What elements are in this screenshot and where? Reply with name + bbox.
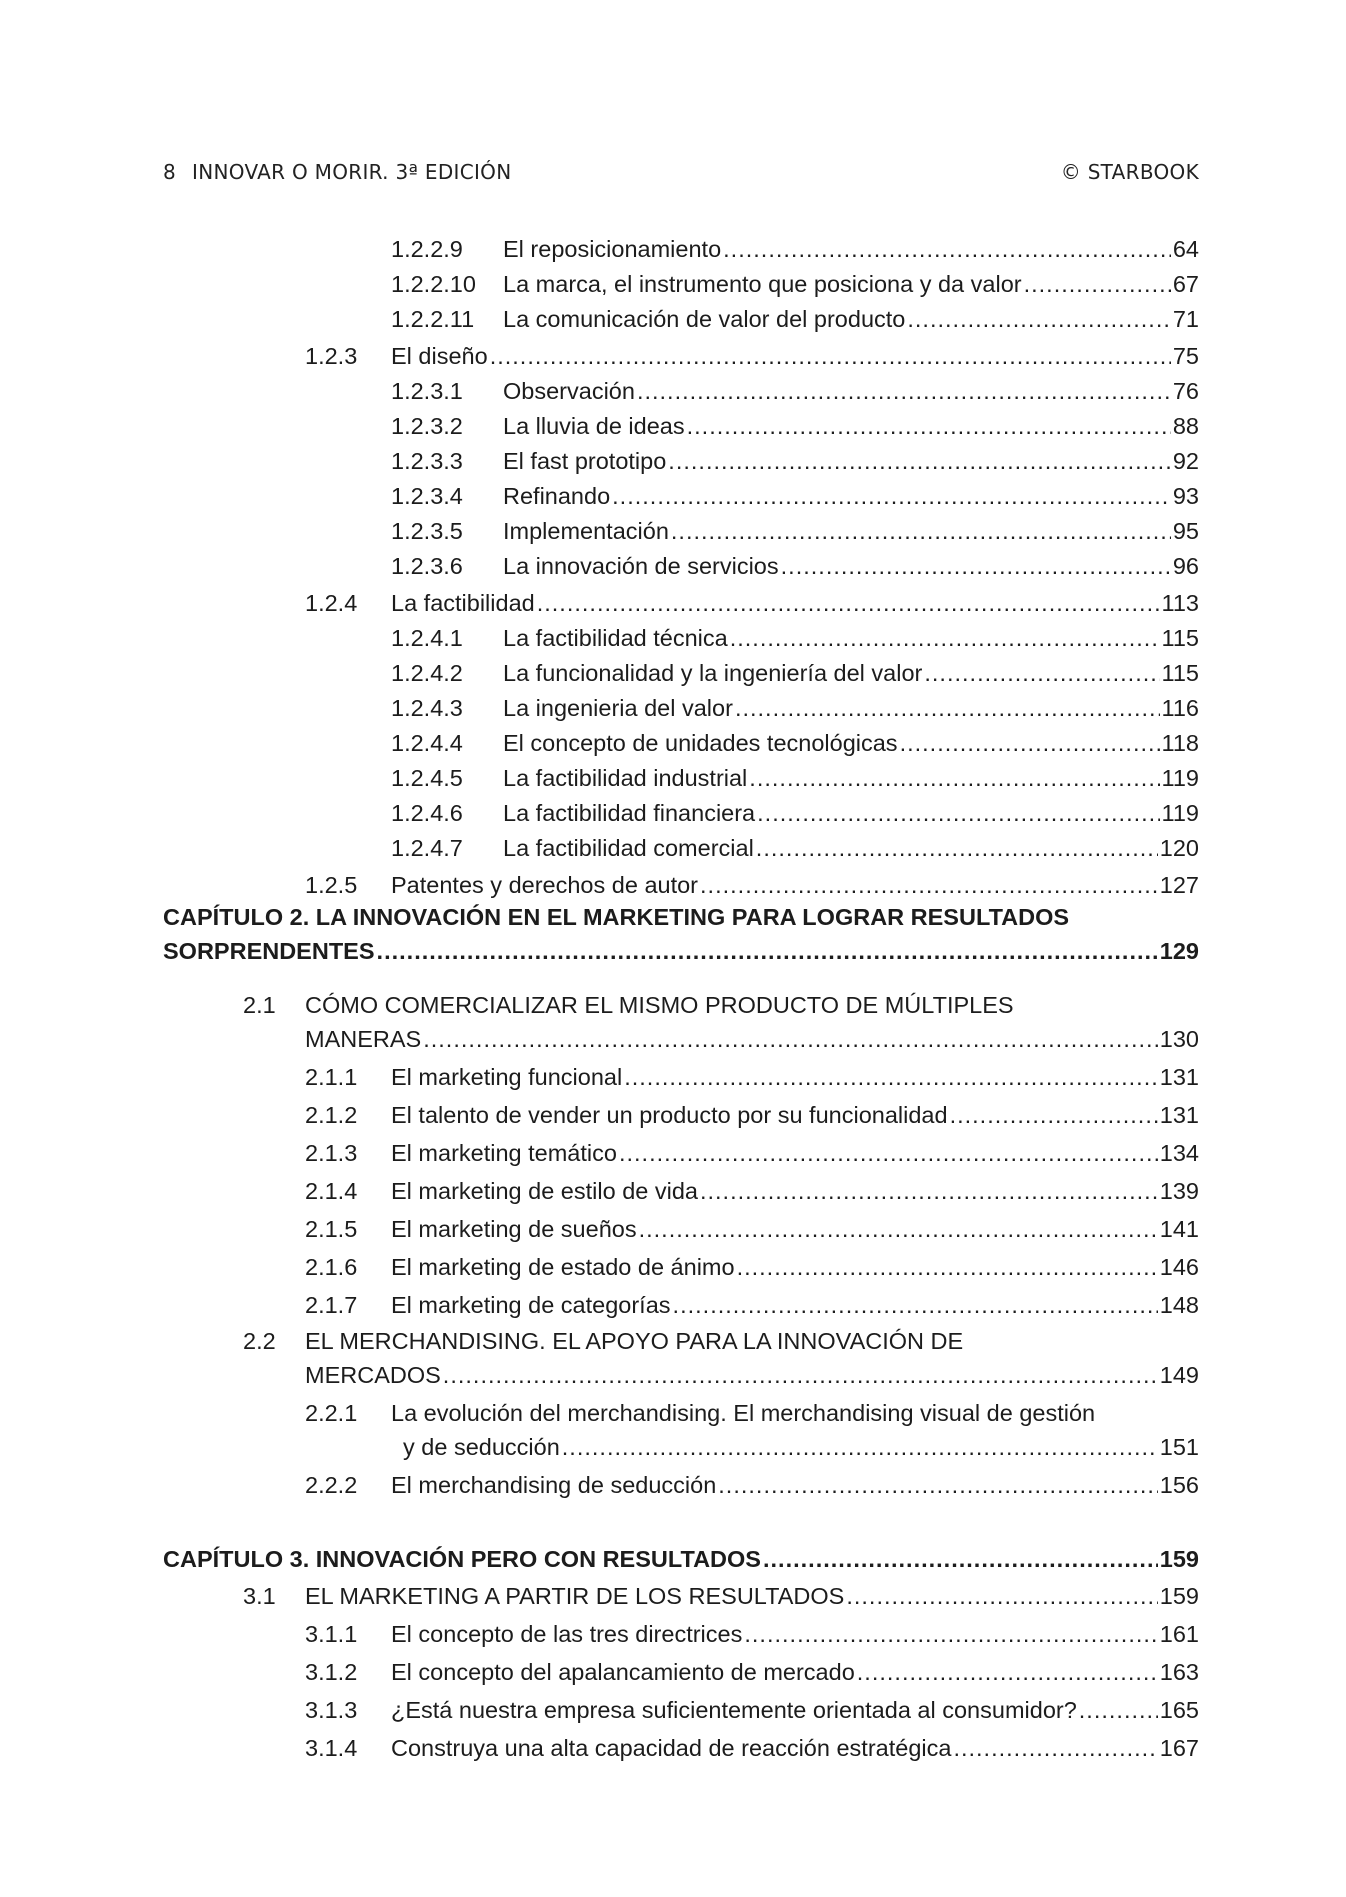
toc-number: 1.2.3.5 <box>391 518 463 544</box>
toc-number: 1.2.3.1 <box>391 378 463 404</box>
toc-page-number: 64 <box>1172 236 1199 262</box>
toc-title: El marketing funcional <box>391 1064 623 1090</box>
toc-title: La factibilidad comercial <box>503 835 754 861</box>
toc-title: La factibilidad industrial <box>503 765 748 791</box>
toc-row <box>163 1400 1199 1466</box>
toc-title-line <box>503 483 1199 510</box>
toc-title: La lluvia de ideas <box>503 413 685 439</box>
toc-number: 1.2.4.6 <box>391 800 463 826</box>
toc-row <box>163 1178 1199 1210</box>
toc-row <box>163 378 1199 410</box>
toc-number: 1.2.2.9 <box>391 236 463 262</box>
toc-title-line <box>391 1216 1199 1243</box>
dot-leader <box>781 553 1171 580</box>
dot-leader <box>737 1254 1158 1281</box>
toc-number: 1.2.3.3 <box>391 448 463 474</box>
toc-number: 1.2.4.2 <box>391 660 463 686</box>
toc-row <box>163 553 1199 585</box>
dot-leader <box>749 765 1159 792</box>
dot-leader <box>846 1583 1157 1610</box>
toc-title: El marketing temático <box>391 1140 617 1166</box>
toc-number: 1.2.4.1 <box>391 625 463 651</box>
dot-leader <box>718 1472 1158 1499</box>
dot-leader <box>700 872 1158 899</box>
toc-page-number: 151 <box>1159 1434 1199 1460</box>
running-head <box>163 160 1199 190</box>
folio: 8 <box>163 160 177 184</box>
toc-page-number: 71 <box>1172 306 1199 332</box>
toc-page-number: 146 <box>1159 1254 1199 1280</box>
toc-page-number: 120 <box>1159 835 1199 861</box>
toc-page-number: 159 <box>1159 1583 1199 1609</box>
toc-row <box>163 1659 1199 1691</box>
toc-title: EL MARKETING A PARTIR DE LOS RESULTADOS <box>305 1583 845 1609</box>
toc-page-number: 115 <box>1161 625 1199 651</box>
toc-row <box>163 800 1199 832</box>
dot-leader <box>639 1216 1158 1243</box>
toc-title: El concepto de las tres directrices <box>391 1621 743 1647</box>
toc-title-line <box>503 413 1199 440</box>
toc-title: MANERAS <box>305 1026 422 1052</box>
toc-title: Refinando <box>503 483 611 509</box>
toc-row <box>163 1140 1199 1172</box>
toc-page-number: 96 <box>1172 553 1199 579</box>
dot-leader <box>900 730 1160 757</box>
book-title: INNOVAR O MORIR. 3ª EDICIÓN <box>192 160 512 184</box>
toc-number: 2.1.2 <box>305 1102 358 1128</box>
toc-title-first-line: EL MERCHANDISING. EL APOYO PARA LA INNOVACIÓN DE <box>305 1328 964 1354</box>
toc-row <box>163 1697 1199 1729</box>
publisher: © STARBOOK <box>1060 160 1199 184</box>
dot-leader <box>735 695 1160 722</box>
dot-leader <box>744 1621 1157 1648</box>
toc-row <box>163 1064 1199 1096</box>
toc-title-line <box>391 1735 1199 1762</box>
toc-row <box>163 625 1199 657</box>
dot-leader <box>723 236 1171 263</box>
toc-title-line <box>503 236 1199 263</box>
dot-leader <box>537 590 1160 617</box>
toc-title: El diseño <box>391 343 488 369</box>
dot-leader <box>671 518 1171 545</box>
toc-title-line <box>503 695 1199 722</box>
toc-title-line <box>391 1697 1199 1724</box>
dot-leader <box>443 1362 1158 1389</box>
toc-page-number: 67 <box>1172 271 1199 297</box>
toc-title: ¿Está nuestra empresa suficientemente orientada al consumidor? <box>391 1697 1077 1723</box>
toc-page-number: 116 <box>1161 695 1199 721</box>
toc-title-line <box>391 872 1199 899</box>
toc-number: 1.2.4.3 <box>391 695 463 721</box>
toc-row <box>163 765 1199 797</box>
toc-row <box>163 1621 1199 1653</box>
toc-title-line <box>305 1583 1199 1610</box>
toc-title: SORPRENDENTES <box>163 938 375 964</box>
dot-leader <box>668 448 1171 475</box>
toc-title-line <box>391 1621 1199 1648</box>
toc-title: La marca, el instrumento que posiciona y da valor <box>503 271 1022 297</box>
toc-title-line <box>391 590 1199 617</box>
dot-leader <box>756 835 1158 862</box>
toc-title: La funcionalidad y la ingeniería del valor <box>503 660 923 686</box>
toc-title: Patentes y derechos de autor <box>391 872 699 898</box>
dot-leader <box>377 938 1158 965</box>
dot-leader <box>619 1140 1158 1167</box>
toc-number: 1.2.3.2 <box>391 413 463 439</box>
toc-title-line <box>503 448 1199 475</box>
toc-page-number: 127 <box>1159 872 1199 898</box>
toc-row <box>163 448 1199 480</box>
toc-title-line <box>305 1362 1199 1389</box>
dot-leader <box>763 1546 1158 1573</box>
toc-title: El concepto de unidades tecnológicas <box>503 730 898 756</box>
toc-title-line <box>391 1659 1199 1686</box>
toc-row <box>163 660 1199 692</box>
toc-title: El concepto del apalancamiento de mercado <box>391 1659 855 1685</box>
toc-title: MERCADOS <box>305 1362 441 1388</box>
toc-title-line <box>391 1178 1199 1205</box>
dot-leader <box>924 660 1159 687</box>
dot-leader <box>857 1659 1158 1686</box>
toc-number: 1.2.4.5 <box>391 765 463 791</box>
toc-page-number: 131 <box>1159 1102 1199 1128</box>
toc-page-number: 131 <box>1159 1064 1199 1090</box>
dot-leader <box>1024 271 1171 298</box>
toc-title: El reposicionamiento <box>503 236 722 262</box>
dot-leader <box>490 343 1171 370</box>
toc-number: 2.2.1 <box>305 1400 358 1426</box>
toc-number: 3.1.4 <box>305 1735 358 1761</box>
toc-row <box>163 1735 1199 1767</box>
toc-page-number: 119 <box>1161 800 1199 826</box>
toc-title-line <box>503 660 1199 687</box>
toc-title-line <box>503 835 1199 862</box>
toc-row <box>163 1102 1199 1134</box>
toc-title-line <box>503 765 1199 792</box>
toc-title: El marketing de estado de ánimo <box>391 1254 735 1280</box>
toc-number: 1.2.4.7 <box>391 835 463 861</box>
toc-row <box>163 992 1199 1058</box>
toc-row <box>163 835 1199 867</box>
toc-row <box>163 1216 1199 1248</box>
toc-row <box>163 343 1199 375</box>
toc-title-line <box>503 625 1199 652</box>
toc-title-line <box>503 378 1199 405</box>
toc-title-line <box>503 800 1199 827</box>
toc-title: El talento de vender un producto por su funcionalidad <box>391 1102 948 1128</box>
toc-title: La comunicación de valor del producto <box>503 306 906 332</box>
toc-title: El marketing de estilo de vida <box>391 1178 698 1204</box>
toc-number: 2.1.6 <box>305 1254 358 1280</box>
toc-page-number: 95 <box>1172 518 1199 544</box>
toc-number: 3.1 <box>243 1583 276 1609</box>
toc-row <box>163 483 1199 515</box>
toc-number: 1.2.2.10 <box>391 271 476 297</box>
toc-page-number: 93 <box>1172 483 1199 509</box>
toc-title: La factibilidad <box>391 590 535 616</box>
toc-page-number: 163 <box>1159 1659 1199 1685</box>
toc-title-line <box>163 938 1199 965</box>
toc-title: La innovación de servicios <box>503 553 779 579</box>
toc-title-line <box>503 518 1199 545</box>
toc-title-line <box>403 1434 1199 1461</box>
toc-page-number: 139 <box>1159 1178 1199 1204</box>
toc-number: 2.1.3 <box>305 1140 358 1166</box>
toc-page-number: 159 <box>1159 1546 1199 1572</box>
toc-title-first-line: CÓMO COMERCIALIZAR EL MISMO PRODUCTO DE MÚLTIPLES <box>305 992 1014 1018</box>
toc-title-line <box>391 343 1199 370</box>
toc-number: 3.1.2 <box>305 1659 358 1685</box>
toc-number: 1.2.4.4 <box>391 730 463 756</box>
toc-number: 1.2.3.4 <box>391 483 463 509</box>
toc-title: La factibilidad financiera <box>503 800 756 826</box>
dot-leader <box>953 1735 1157 1762</box>
toc-number: 2.2 <box>243 1328 276 1354</box>
toc-row <box>163 413 1199 445</box>
toc-title-line <box>503 730 1199 757</box>
toc-title: CAPÍTULO 3. INNOVACIÓN PERO CON RESULTADOS <box>163 1546 761 1572</box>
dot-leader <box>423 1026 1158 1053</box>
toc-page-number: 113 <box>1161 590 1199 616</box>
toc-title: El marketing de sueños <box>391 1216 637 1242</box>
toc-page-number: 165 <box>1159 1697 1199 1723</box>
toc-row <box>163 518 1199 550</box>
toc-number: 2.1 <box>243 992 276 1018</box>
dot-leader <box>950 1102 1158 1129</box>
toc-title: La ingenieria del valor <box>503 695 733 721</box>
dot-leader <box>562 1434 1158 1461</box>
toc-row <box>163 236 1199 268</box>
toc-row <box>163 872 1199 904</box>
toc-page-number: 115 <box>1161 660 1199 686</box>
toc-page-number: 119 <box>1161 765 1199 791</box>
toc-page-number: 134 <box>1159 1140 1199 1166</box>
dot-leader <box>1079 1697 1158 1724</box>
toc-title-line <box>391 1102 1199 1129</box>
toc-page-number: 76 <box>1172 378 1199 404</box>
toc-title: Implementación <box>503 518 669 544</box>
toc-title-first-line: La evolución del merchandising. El merchandising visual de gestión <box>391 1400 1096 1426</box>
toc-page-number: 88 <box>1172 413 1199 439</box>
toc-title-line <box>163 1546 1199 1573</box>
dot-leader <box>612 483 1171 510</box>
toc-number: 1.2.5 <box>305 872 358 898</box>
toc-title-line <box>391 1472 1199 1499</box>
toc-row <box>163 590 1199 622</box>
dot-leader <box>637 378 1171 405</box>
dot-leader <box>700 1178 1158 1205</box>
toc-title: Construya una alta capacidad de reacción estratégica <box>391 1735 952 1761</box>
toc-number: 2.1.7 <box>305 1292 358 1318</box>
toc-title: y de seducción <box>403 1434 560 1460</box>
toc-title: La factibilidad técnica <box>503 625 728 651</box>
toc-page-number: 149 <box>1159 1362 1199 1388</box>
toc-title-line <box>503 553 1199 580</box>
toc-title: El fast prototipo <box>503 448 667 474</box>
toc-title-line <box>305 1026 1199 1053</box>
toc-number: 3.1.1 <box>305 1621 358 1647</box>
dot-leader <box>687 413 1171 440</box>
toc-row <box>163 271 1199 303</box>
dot-leader <box>757 800 1159 827</box>
toc-number: 1.2.2.11 <box>391 306 475 332</box>
toc-page-number: 118 <box>1161 730 1199 756</box>
toc-page-number: 161 <box>1159 1621 1199 1647</box>
toc-page-number: 148 <box>1159 1292 1199 1318</box>
toc-number: 2.1.1 <box>305 1064 358 1090</box>
toc-row <box>163 1583 1199 1615</box>
toc-title-line <box>391 1140 1199 1167</box>
toc-title-line <box>503 271 1199 298</box>
toc-title: El marketing de categorías <box>391 1292 671 1318</box>
toc-row <box>163 695 1199 727</box>
toc-row <box>163 730 1199 762</box>
toc-row <box>163 1292 1199 1324</box>
toc-row <box>163 1254 1199 1286</box>
toc-number: 2.1.4 <box>305 1178 358 1204</box>
toc-number: 3.1.3 <box>305 1697 358 1723</box>
toc-row <box>163 1328 1199 1394</box>
toc-title-line <box>503 306 1199 333</box>
toc-chapter-row <box>163 904 1199 970</box>
dot-leader <box>673 1292 1158 1319</box>
dot-leader <box>907 306 1171 333</box>
toc-page-number: 92 <box>1172 448 1199 474</box>
toc-title: Observación <box>503 378 635 404</box>
toc-page-number: 141 <box>1159 1216 1199 1242</box>
toc-number: 2.2.2 <box>305 1472 358 1498</box>
toc-title: El merchandising de seducción <box>391 1472 717 1498</box>
dot-leader <box>624 1064 1158 1091</box>
toc-page-number: 130 <box>1159 1026 1199 1052</box>
toc-number: 1.2.3.6 <box>391 553 463 579</box>
toc-number: 2.1.5 <box>305 1216 358 1242</box>
toc-title-first-line: CAPÍTULO 2. LA INNOVACIÓN EN EL MARKETING PARA LOGRAR RESULTADOS <box>163 904 1070 930</box>
dot-leader <box>730 625 1160 652</box>
toc-page-number: 167 <box>1159 1735 1199 1761</box>
toc-page-number: 129 <box>1159 938 1199 964</box>
toc-number: 1.2.3 <box>305 343 358 369</box>
toc-row <box>163 306 1199 338</box>
toc-title-line <box>391 1254 1199 1281</box>
toc-page-number: 156 <box>1159 1472 1199 1498</box>
toc-title-line <box>391 1292 1199 1319</box>
running-head-left <box>163 160 511 184</box>
toc-chapter-row <box>163 1546 1199 1578</box>
toc-page-number: 75 <box>1172 343 1199 369</box>
toc-number: 1.2.4 <box>305 590 358 616</box>
toc-row <box>163 1472 1199 1504</box>
toc-title-line <box>391 1064 1199 1091</box>
